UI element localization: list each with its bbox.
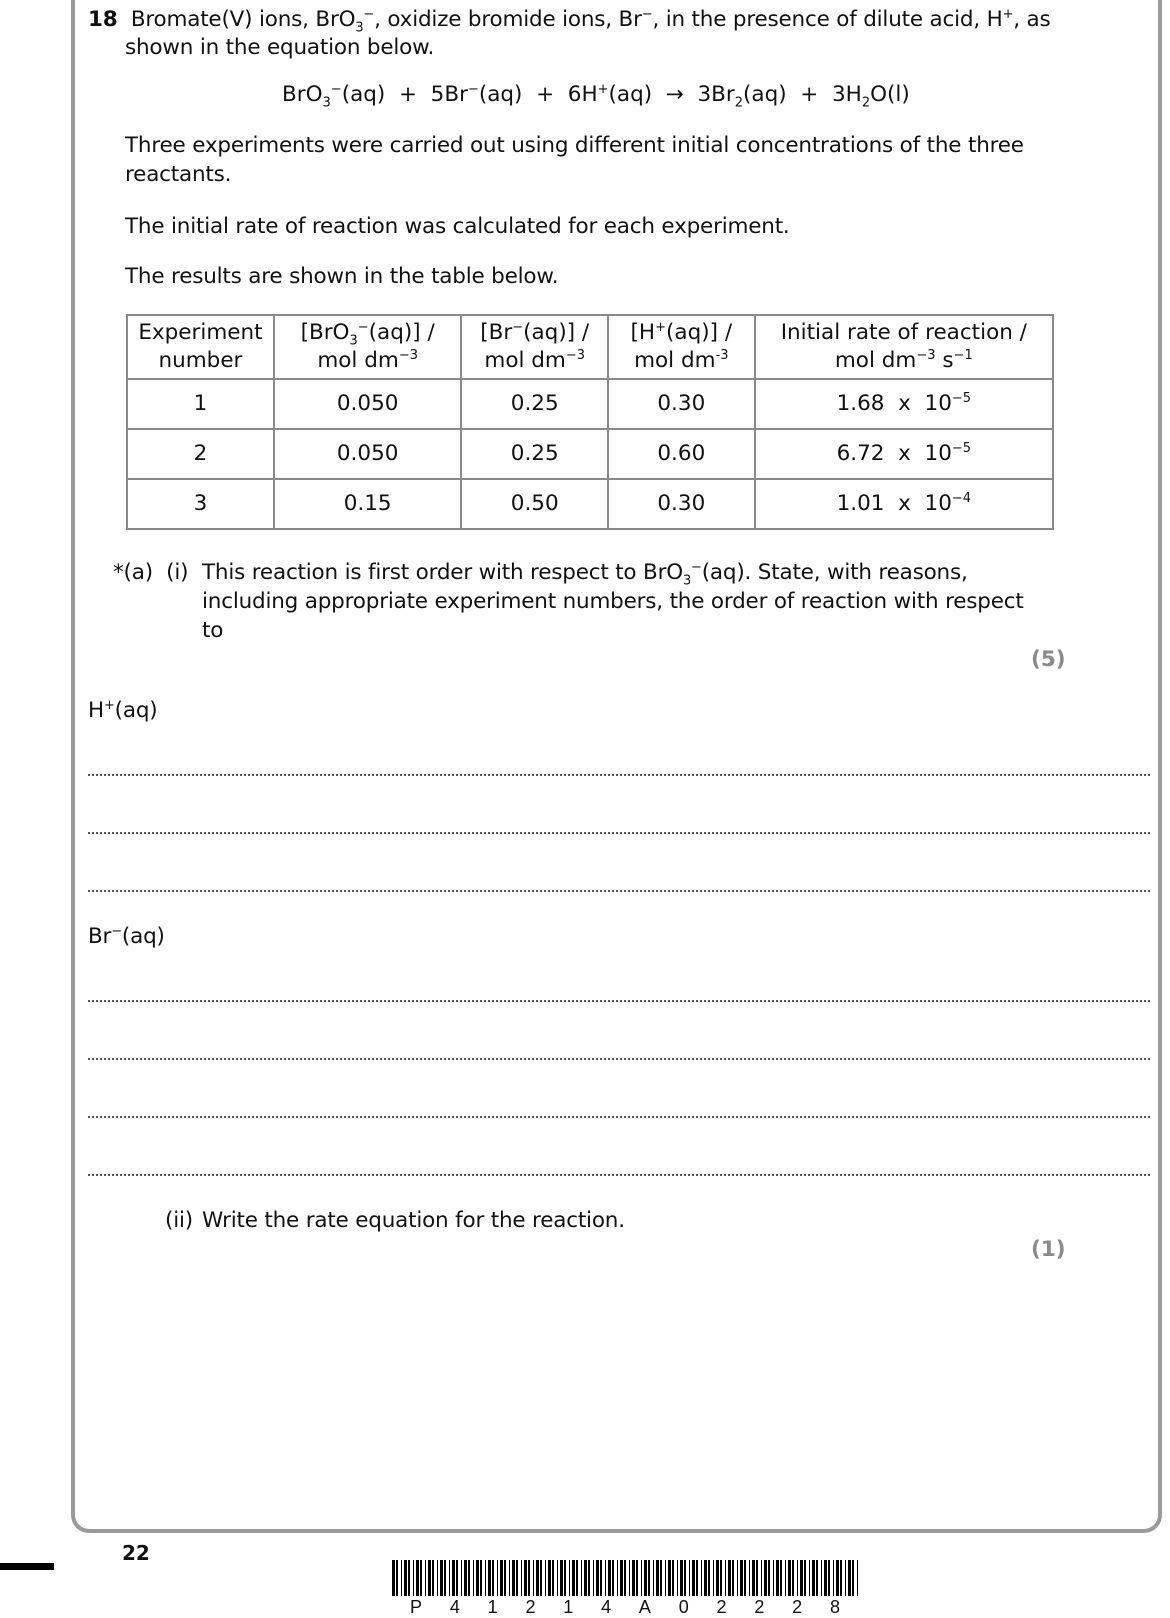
cell-br: 0.50 [461, 479, 608, 529]
header-br: [Br−(aq)] / mol $dm^{-3}$ [461, 315, 608, 379]
barcode-bar [696, 1560, 698, 1596]
barcode-bar [392, 1560, 395, 1596]
barcode-bar [672, 1560, 674, 1596]
barcode-bar [512, 1560, 515, 1596]
barcode-bar [840, 1560, 842, 1596]
barcode-bar [653, 1560, 654, 1596]
barcode-bar [560, 1560, 563, 1596]
barcode-bar [473, 1560, 474, 1596]
paragraph-initial-rate: The initial rate of reaction was calculated for each experiment. [125, 214, 790, 239]
barcode-bar [689, 1560, 690, 1596]
barcode-bar [752, 1560, 755, 1596]
barcode-bar [596, 1560, 599, 1596]
barcode-char: P [410, 1597, 423, 1617]
barcode-bar [509, 1560, 510, 1596]
barcode-char: 2 [525, 1597, 536, 1617]
cell-rate: 6.72 x $10^{-5}$ [755, 429, 1053, 479]
cell-br: 0.25 [461, 379, 608, 429]
barcode-bar [684, 1560, 686, 1596]
barcode-bar [644, 1560, 647, 1596]
barcode-bar [420, 1560, 422, 1596]
barcode-bar [768, 1560, 770, 1596]
barcode-bar [612, 1560, 614, 1596]
footer-rule [0, 1563, 54, 1570]
barcode-bar [581, 1560, 582, 1596]
answer-line[interactable] [88, 1174, 1150, 1176]
barcode-bar [740, 1560, 743, 1596]
barcode-bar [425, 1560, 426, 1596]
barcode-bar [524, 1560, 527, 1596]
barcode-bar [545, 1560, 546, 1596]
barcode-bar [488, 1560, 491, 1596]
barcode-bar [701, 1560, 702, 1596]
barcode-bar [413, 1560, 414, 1596]
barcode-char: A [638, 1597, 651, 1617]
barcode-bar [428, 1560, 431, 1596]
barcode-bar [656, 1560, 659, 1596]
question-intro-line2: shown in the equation below. [125, 35, 435, 60]
answer-line[interactable] [88, 1116, 1150, 1118]
barcode-bar [528, 1560, 530, 1596]
barcode-bar [533, 1560, 534, 1596]
h-aq-label: H+(aq) [88, 697, 158, 723]
barcode-bar [440, 1560, 443, 1596]
barcode-bar [680, 1560, 683, 1596]
barcode-bar [632, 1560, 635, 1596]
answer-line[interactable] [88, 1000, 1150, 1002]
barcode-bar [416, 1560, 419, 1596]
barcode-bar [468, 1560, 470, 1596]
barcode-bar [464, 1560, 467, 1596]
barcode-bar [408, 1560, 410, 1596]
part-a-ii-question: Write the rate equation for the reaction. [202, 1208, 625, 1233]
barcode-bar [824, 1560, 827, 1596]
header-h: [H+(aq)] / mol $dm^{-3}$ [608, 315, 755, 379]
barcode-bar [713, 1560, 714, 1596]
barcode-bar [665, 1560, 666, 1596]
barcode-bar [677, 1560, 678, 1596]
barcode-bar [480, 1560, 482, 1596]
barcode-bar [569, 1560, 570, 1596]
paragraph-results: The results are shown in the table below. [125, 264, 559, 289]
barcode-bar [725, 1560, 726, 1596]
chemical-equation: $BrO_3^-(aq) + 5Br^-(aq) + 6H^+(aq) \to 3Br_2(aq) + 3H_2O(l)$ [282, 81, 910, 111]
barcode-bar [401, 1560, 402, 1596]
barcode-bar [764, 1560, 767, 1596]
barcode-bar [732, 1560, 734, 1596]
paragraph-experiments: Three experiments were carried out using different initial concentrations of the three reactants. [125, 133, 1024, 187]
answer-line[interactable] [88, 832, 1150, 834]
cell-exp: 2 [127, 429, 274, 479]
barcode-bar [500, 1560, 503, 1596]
barcode-bar [620, 1560, 623, 1596]
barcode-bar [804, 1560, 806, 1596]
cell-rate: 1.01 x $10^{-4}$ [755, 479, 1053, 529]
cell-bro3: 0.050 [274, 379, 462, 429]
barcode-bar [797, 1560, 798, 1596]
barcode-bar [572, 1560, 575, 1596]
barcode-bar [668, 1560, 671, 1596]
barcode-bar [557, 1560, 558, 1596]
answer-line[interactable] [88, 1058, 1150, 1060]
barcode-bar [756, 1560, 758, 1596]
barcode-bar [660, 1560, 662, 1596]
part-a-i-marks: (5) [1031, 647, 1066, 672]
barcode-char: 8 [829, 1597, 840, 1617]
barcode-bar [761, 1560, 762, 1596]
barcode-bar [437, 1560, 438, 1596]
barcode-char: 2 [792, 1597, 803, 1617]
barcode-bar [749, 1560, 750, 1596]
barcode-bar [648, 1560, 650, 1596]
barcode-bar [692, 1560, 695, 1596]
table-row [127, 479, 1053, 529]
barcode-bar [452, 1560, 455, 1596]
results-table [126, 314, 1054, 530]
barcode-bar [641, 1560, 642, 1596]
barcode-bar [780, 1560, 782, 1596]
barcode-bar [548, 1560, 551, 1596]
barcode-bar [516, 1560, 518, 1596]
part-a-ii-label: (ii) [165, 1208, 193, 1233]
barcode-bar [404, 1560, 407, 1596]
cell-h: 0.60 [608, 429, 755, 479]
barcode-bar [536, 1560, 539, 1596]
barcode-char: 2 [716, 1597, 727, 1617]
answer-line[interactable] [88, 890, 1150, 892]
barcode-bar [593, 1560, 594, 1596]
barcode-char: 4 [449, 1597, 460, 1617]
cell-h: 0.30 [608, 479, 755, 529]
barcode-bar [504, 1560, 506, 1596]
barcode-bar [852, 1560, 854, 1596]
barcode-bar [461, 1560, 462, 1596]
barcode-bar [848, 1560, 851, 1596]
barcode-bar [600, 1560, 602, 1596]
barcode-bar [828, 1560, 830, 1596]
barcode-bar [857, 1560, 858, 1596]
barcode-bar [708, 1560, 710, 1596]
barcode-bar [836, 1560, 839, 1596]
barcode-bar [492, 1560, 494, 1596]
barcode-bar [845, 1560, 846, 1596]
barcode-bar [833, 1560, 834, 1596]
barcode-bar [449, 1560, 450, 1596]
barcode-bar [576, 1560, 578, 1596]
answer-line[interactable] [88, 774, 1150, 776]
cell-bro3: 0.15 [274, 479, 462, 529]
barcode-bar [812, 1560, 815, 1596]
header-experiment: Experiment number [127, 315, 274, 379]
barcode-char: 1 [487, 1597, 498, 1617]
barcode-bar [773, 1560, 774, 1596]
barcode-text [410, 1597, 840, 1618]
cell-bro3: 0.050 [274, 429, 462, 479]
barcode-bar [605, 1560, 606, 1596]
barcode-bar [608, 1560, 611, 1596]
cell-exp: 3 [127, 479, 274, 529]
barcode-bar [816, 1560, 818, 1596]
barcode-bar [704, 1560, 707, 1596]
barcode-bar [396, 1560, 398, 1596]
header-rate: Initial rate of reaction / mol $dm^{-3}$ $s^{-1}$ [755, 315, 1053, 379]
barcode-bar [792, 1560, 794, 1596]
barcode-char: 2 [754, 1597, 765, 1617]
barcode-bar [788, 1560, 791, 1596]
barcode-bar [800, 1560, 803, 1596]
barcode-bar [432, 1560, 434, 1596]
barcode-bar [476, 1560, 479, 1596]
question-number: 18 [88, 7, 118, 32]
barcode-char: 0 [678, 1597, 689, 1617]
barcode-bar [629, 1560, 630, 1596]
question-intro: 18 Bromate(V) ions, BrO$_3$−, oxidize bromide ions, Br−, in the presence of dilute acid, H+, as [88, 6, 1051, 36]
barcode-bar [744, 1560, 746, 1596]
barcode-bar [821, 1560, 822, 1596]
barcode-bar [540, 1560, 542, 1596]
barcode-bar [776, 1560, 779, 1596]
barcode-bar [584, 1560, 587, 1596]
cell-exp: 1 [127, 379, 274, 429]
barcode-char: 1 [563, 1597, 574, 1617]
barcode-bar [456, 1560, 458, 1596]
barcode-bar [636, 1560, 638, 1596]
barcode-bar [588, 1560, 590, 1596]
part-a-ii-marks: (1) [1031, 1237, 1066, 1262]
barcode-bar [564, 1560, 566, 1596]
table-row [127, 429, 1053, 479]
barcode-bar [552, 1560, 554, 1596]
header-bro3: [BrO$_3$−(aq)] / mol $dm^{-3}$ [274, 315, 462, 379]
page-number: 22 [122, 1541, 150, 1565]
barcode-bar [444, 1560, 446, 1596]
barcode-bar [624, 1560, 626, 1596]
barcode-bar [716, 1560, 719, 1596]
barcode-bar [720, 1560, 722, 1596]
table-row [127, 379, 1053, 429]
barcode-bar [809, 1560, 810, 1596]
part-a-i-question: This reaction is first order with respect to BrO$_3$−(aq). State, with reasons, including appropriate experiment numbers, the order of reaction with respect to [202, 559, 1024, 643]
barcode-bar [485, 1560, 486, 1596]
table-header-row [127, 315, 1053, 379]
barcode-bar [737, 1560, 738, 1596]
cell-br: 0.25 [461, 429, 608, 479]
barcode-bar [497, 1560, 498, 1596]
barcode-char: 4 [601, 1597, 612, 1617]
part-a-i-label: *(a) (i) [113, 560, 189, 585]
cell-h: 0.30 [608, 379, 755, 429]
barcode-bar [617, 1560, 618, 1596]
barcode-bar [785, 1560, 786, 1596]
br-aq-label: Br−(aq) [88, 923, 165, 949]
barcode-bar [521, 1560, 522, 1596]
cell-rate: 1.68 x $10^{-5}$ [755, 379, 1053, 429]
barcode-bar [728, 1560, 731, 1596]
